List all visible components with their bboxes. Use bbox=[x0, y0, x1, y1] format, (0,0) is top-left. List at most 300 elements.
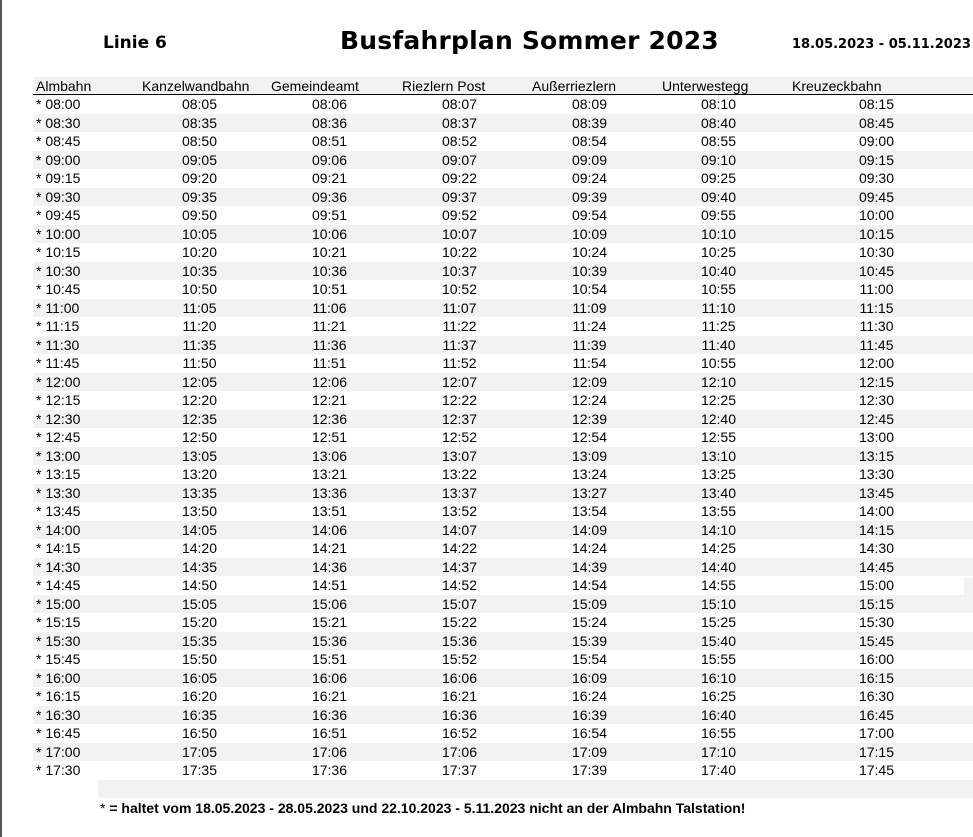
stop-time: 16:15 bbox=[858, 669, 895, 686]
departure-time: * 14:00 bbox=[36, 521, 81, 538]
stop-time: 13:15 bbox=[858, 447, 895, 464]
stop-time: 13:52 bbox=[441, 503, 478, 519]
column-header: Kreuzeckbahn bbox=[792, 78, 882, 94]
stop-time: 09:55 bbox=[700, 207, 737, 223]
column-header: Außerriezlern bbox=[532, 78, 617, 94]
stop-time: 13:40 bbox=[700, 484, 737, 501]
stop-time: 10:24 bbox=[571, 244, 608, 260]
stop-time: 16:50 bbox=[181, 725, 218, 741]
stop-time: 12:35 bbox=[181, 410, 218, 427]
stop-time: 16:51 bbox=[311, 725, 348, 741]
departure-time: * 12:45 bbox=[36, 429, 81, 445]
stop-time: 16:00 bbox=[858, 651, 895, 667]
stop-time: 12:51 bbox=[311, 429, 348, 445]
stop-time: 11:25 bbox=[701, 318, 736, 334]
stop-time: 09:45 bbox=[858, 188, 895, 205]
table-row bbox=[33, 95, 973, 114]
departure-time: * 11:15 bbox=[36, 318, 80, 334]
stop-time: 17:06 bbox=[311, 743, 348, 760]
table-row bbox=[33, 317, 973, 336]
stop-time: 09:09 bbox=[571, 151, 608, 168]
stop-time: 10:25 bbox=[700, 244, 737, 260]
stop-time: 10:20 bbox=[181, 244, 218, 260]
stop-time: 16:52 bbox=[441, 725, 478, 741]
stop-time: 12:45 bbox=[858, 410, 895, 427]
stop-time: 15:36 bbox=[311, 632, 348, 649]
stop-time: 09:10 bbox=[700, 151, 737, 168]
departure-time: * 10:45 bbox=[36, 281, 81, 297]
table-row bbox=[33, 761, 973, 780]
stop-time: 09:39 bbox=[571, 188, 608, 205]
stop-time: 12:22 bbox=[441, 392, 478, 408]
stop-time: 08:45 bbox=[858, 114, 895, 131]
table-row bbox=[33, 465, 973, 484]
departure-time: * 16:15 bbox=[36, 688, 81, 704]
stop-time: 09:20 bbox=[181, 170, 218, 186]
table-row bbox=[33, 243, 973, 262]
stop-time: 12:10 bbox=[700, 373, 737, 390]
stop-time: 15:25 bbox=[700, 614, 737, 630]
table-row bbox=[33, 687, 973, 706]
departure-time: * 09:00 bbox=[36, 151, 81, 168]
stop-time: 16:09 bbox=[571, 669, 608, 686]
stop-time: 12:21 bbox=[311, 392, 348, 408]
departure-time: * 13:30 bbox=[36, 484, 81, 501]
stop-time: 14:54 bbox=[571, 577, 608, 593]
stop-time: 15:10 bbox=[700, 595, 737, 612]
stop-time: 13:10 bbox=[700, 447, 737, 464]
stop-time: 15:06 bbox=[311, 595, 348, 612]
stop-time: 13:30 bbox=[858, 466, 895, 482]
table-row bbox=[33, 299, 973, 318]
departure-time: * 08:00 bbox=[36, 96, 81, 112]
stop-time: 14:20 bbox=[181, 540, 218, 556]
stop-time: 15:55 bbox=[700, 651, 737, 667]
table-row bbox=[33, 613, 973, 632]
stop-time: 17:15 bbox=[858, 743, 895, 760]
departure-time: * 16:30 bbox=[36, 706, 81, 723]
stop-time: 14:45 bbox=[858, 558, 895, 575]
stop-time: 10:36 bbox=[311, 262, 348, 279]
stop-time: 10:05 bbox=[181, 225, 218, 242]
stop-time: 13:54 bbox=[571, 503, 608, 519]
table-row bbox=[33, 576, 973, 595]
stop-time: 16:54 bbox=[571, 725, 608, 741]
stop-time: 15:00 bbox=[858, 577, 895, 593]
stop-time: 11:07 bbox=[442, 299, 477, 316]
empty-table-row bbox=[98, 780, 973, 798]
stop-time: 09:05 bbox=[181, 151, 218, 168]
stop-time: 13:24 bbox=[571, 466, 608, 482]
stop-time: 14:36 bbox=[311, 558, 348, 575]
stop-time: 15:40 bbox=[700, 632, 737, 649]
stop-time: 08:50 bbox=[181, 133, 218, 149]
stop-time: 09:30 bbox=[858, 170, 895, 186]
stop-time: 14:05 bbox=[181, 521, 218, 538]
stop-time: 14:39 bbox=[571, 558, 608, 575]
table-row bbox=[33, 280, 973, 299]
table-row bbox=[33, 595, 973, 614]
stop-time: 16:35 bbox=[181, 706, 218, 723]
stop-time: 11:45 bbox=[859, 336, 894, 353]
stop-time: 11:10 bbox=[701, 299, 736, 316]
stop-time: 14:35 bbox=[181, 558, 218, 575]
stop-time: 09:36 bbox=[311, 188, 348, 205]
stop-time: 13:27 bbox=[571, 484, 608, 501]
stop-time: 11:35 bbox=[182, 336, 217, 353]
departure-time: * 10:30 bbox=[36, 262, 81, 279]
stop-time: 08:39 bbox=[571, 114, 608, 131]
stop-time: 12:20 bbox=[181, 392, 218, 408]
stop-time: 17:05 bbox=[181, 743, 218, 760]
stop-time: 09:40 bbox=[700, 188, 737, 205]
stop-time: 13:20 bbox=[181, 466, 218, 482]
column-header: Riezlern Post bbox=[402, 78, 486, 94]
stop-time: 11:09 bbox=[572, 299, 607, 316]
page-title: Busfahrplan Sommer 2023 bbox=[340, 26, 719, 55]
stop-time: 16:40 bbox=[700, 706, 737, 723]
stop-time: 10:00 bbox=[858, 207, 895, 223]
stop-time: 10:22 bbox=[441, 244, 478, 260]
stop-time: 11:54 bbox=[572, 355, 607, 371]
stop-time: 08:10 bbox=[700, 96, 737, 112]
stop-time: 11:37 bbox=[442, 336, 477, 353]
stop-time: 15:24 bbox=[571, 614, 608, 630]
stop-time: 09:25 bbox=[700, 170, 737, 186]
stop-time: 08:52 bbox=[441, 133, 478, 149]
stop-time: 08:37 bbox=[441, 114, 478, 131]
stop-time: 10:30 bbox=[858, 244, 895, 260]
stop-time: 12:09 bbox=[571, 373, 608, 390]
stop-time: 11:05 bbox=[182, 299, 217, 316]
departure-time: * 14:30 bbox=[36, 558, 81, 575]
stop-time: 15:05 bbox=[181, 595, 218, 612]
stop-time: 10:21 bbox=[311, 244, 348, 260]
stop-time: 17:39 bbox=[571, 762, 608, 778]
stop-time: 10:39 bbox=[571, 262, 608, 279]
stop-time: 09:07 bbox=[441, 151, 478, 168]
timetable-body bbox=[33, 95, 973, 780]
stop-time: 09:54 bbox=[571, 207, 608, 223]
stop-time: 13:55 bbox=[700, 503, 737, 519]
stop-time: 11:15 bbox=[859, 299, 894, 316]
stop-time: 10:09 bbox=[571, 225, 608, 242]
stop-time: 16:36 bbox=[311, 706, 348, 723]
table-row bbox=[33, 132, 973, 151]
stop-time: 08:06 bbox=[311, 96, 348, 112]
stop-time: 09:37 bbox=[441, 188, 478, 205]
stop-time: 08:05 bbox=[181, 96, 218, 112]
stop-time: 14:51 bbox=[311, 577, 348, 593]
stop-time: 13:07 bbox=[441, 447, 478, 464]
stop-time: 14:07 bbox=[441, 521, 478, 538]
stop-time: 16:55 bbox=[700, 725, 737, 741]
stop-time: 10:50 bbox=[181, 281, 218, 297]
table-row bbox=[33, 447, 973, 466]
stop-time: 14:00 bbox=[858, 503, 895, 519]
stop-time: 08:51 bbox=[311, 133, 348, 149]
stop-time: 13:21 bbox=[311, 466, 348, 482]
stop-time: 15:30 bbox=[858, 614, 895, 630]
stop-time: 13:45 bbox=[858, 484, 895, 501]
stop-time: 14:09 bbox=[571, 521, 608, 538]
table-row bbox=[33, 188, 973, 207]
stop-time: 12:25 bbox=[700, 392, 737, 408]
column-header: Almbahn bbox=[36, 78, 92, 94]
stop-time: 12:30 bbox=[858, 392, 895, 408]
table-row bbox=[33, 650, 973, 669]
stop-time: 16:25 bbox=[700, 688, 737, 704]
stop-time: 14:50 bbox=[181, 577, 218, 593]
table-row bbox=[33, 484, 973, 503]
stop-time: 11:50 bbox=[182, 355, 217, 371]
table-row bbox=[33, 262, 973, 281]
departure-time: * 12:15 bbox=[36, 392, 81, 408]
stop-time: 16:36 bbox=[441, 706, 478, 723]
stop-time: 14:22 bbox=[441, 540, 478, 556]
stop-time: 16:06 bbox=[311, 669, 348, 686]
stop-time: 12:50 bbox=[181, 429, 218, 445]
table-row bbox=[33, 743, 973, 762]
stop-time: 17:00 bbox=[858, 725, 895, 741]
stop-time: 16:20 bbox=[181, 688, 218, 704]
stop-time: 11:20 bbox=[182, 318, 217, 334]
stop-time: 16:39 bbox=[571, 706, 608, 723]
departure-time: * 11:30 bbox=[36, 336, 80, 353]
stop-time: 17:40 bbox=[700, 762, 737, 778]
table-row bbox=[33, 169, 973, 188]
stop-time: 15:52 bbox=[441, 651, 478, 667]
stop-time: 10:45 bbox=[858, 262, 895, 279]
stop-time: 16:06 bbox=[441, 669, 478, 686]
stop-time: 10:54 bbox=[571, 281, 608, 297]
stop-time: 10:07 bbox=[441, 225, 478, 242]
stop-time: 15:36 bbox=[441, 632, 478, 649]
stop-time: 12:05 bbox=[181, 373, 218, 390]
stop-time: 15:35 bbox=[181, 632, 218, 649]
stop-time: 14:21 bbox=[311, 540, 348, 556]
stop-time: 13:51 bbox=[311, 503, 348, 519]
stop-time: 16:30 bbox=[858, 688, 895, 704]
stop-time: 11:22 bbox=[442, 318, 477, 334]
stop-time: 15:15 bbox=[858, 595, 895, 612]
stop-time: 10:52 bbox=[441, 281, 478, 297]
stop-time: 14:55 bbox=[700, 577, 737, 593]
stop-time: 15:39 bbox=[571, 632, 608, 649]
stop-time: 14:24 bbox=[571, 540, 608, 556]
stop-time: 13:00 bbox=[858, 429, 895, 445]
stop-time: 16:10 bbox=[700, 669, 737, 686]
stop-time: 11:40 bbox=[701, 336, 736, 353]
stop-time: 17:37 bbox=[441, 762, 478, 778]
stop-time: 09:15 bbox=[858, 151, 895, 168]
table-row bbox=[33, 706, 973, 725]
stop-time: 08:40 bbox=[700, 114, 737, 131]
stop-time: 12:40 bbox=[700, 410, 737, 427]
stop-time: 12:07 bbox=[441, 373, 478, 390]
line-number: Linie 6 bbox=[103, 33, 167, 53]
stop-time: 13:37 bbox=[441, 484, 478, 501]
departure-time: * 15:45 bbox=[36, 651, 81, 667]
stop-time: 14:52 bbox=[441, 577, 478, 593]
stop-time: 15:20 bbox=[181, 614, 218, 630]
stop-time: 11:00 bbox=[859, 281, 894, 297]
stop-time: 09:52 bbox=[441, 207, 478, 223]
stop-time: 08:55 bbox=[700, 133, 737, 149]
departure-time: * 14:45 bbox=[36, 577, 81, 593]
stop-time: 08:35 bbox=[181, 114, 218, 131]
stop-time: 15:22 bbox=[441, 614, 478, 630]
table-row bbox=[33, 391, 973, 410]
departure-time: * 17:00 bbox=[36, 743, 81, 760]
table-row bbox=[33, 225, 973, 244]
departure-time: * 16:45 bbox=[36, 725, 81, 741]
departure-time: * 12:30 bbox=[36, 410, 81, 427]
stop-time: 08:15 bbox=[858, 96, 895, 112]
stop-time: 10:40 bbox=[700, 262, 737, 279]
column-header: Unterwestegg bbox=[662, 78, 749, 94]
table-row bbox=[33, 521, 973, 540]
stop-time: 11:51 bbox=[312, 355, 347, 371]
date-range: 18.05.2023 - 05.11.2023 bbox=[792, 37, 971, 52]
departure-time: * 11:00 bbox=[36, 299, 80, 316]
departure-time: * 09:45 bbox=[36, 207, 81, 223]
departure-time: * 09:15 bbox=[36, 170, 81, 186]
stop-time: 14:10 bbox=[700, 521, 737, 538]
stop-time: 08:54 bbox=[571, 133, 608, 149]
stop-time: 17:36 bbox=[311, 762, 348, 778]
stop-time: 14:25 bbox=[700, 540, 737, 556]
stop-time: 16:21 bbox=[441, 688, 478, 704]
stop-time: 14:40 bbox=[700, 558, 737, 575]
table-row bbox=[33, 114, 973, 133]
stop-time: 12:36 bbox=[311, 410, 348, 427]
departure-time: * 16:00 bbox=[36, 669, 81, 686]
table-row bbox=[33, 206, 973, 225]
stop-time: 14:15 bbox=[858, 521, 895, 538]
stop-time: 10:55 bbox=[700, 355, 737, 371]
stop-time: 17:06 bbox=[441, 743, 478, 760]
stop-time: 15:54 bbox=[571, 651, 608, 667]
stop-time: 12:54 bbox=[571, 429, 608, 445]
stop-time: 14:37 bbox=[441, 558, 478, 575]
stop-time: 09:35 bbox=[181, 188, 218, 205]
stop-time: 15:45 bbox=[858, 632, 895, 649]
stop-time: 15:21 bbox=[311, 614, 348, 630]
departure-time: * 10:00 bbox=[36, 225, 81, 242]
stop-time: 12:15 bbox=[858, 373, 895, 390]
departure-time: * 15:15 bbox=[36, 614, 81, 630]
stop-time: 09:50 bbox=[181, 207, 218, 223]
stop-time: 10:37 bbox=[441, 262, 478, 279]
stop-time: 14:06 bbox=[311, 521, 348, 538]
stop-time: 13:05 bbox=[181, 447, 218, 464]
stop-time: 12:37 bbox=[441, 410, 478, 427]
stop-time: 12:00 bbox=[858, 355, 895, 371]
stop-time: 14:30 bbox=[858, 540, 895, 556]
stop-time: 09:21 bbox=[311, 170, 348, 186]
stop-time: 17:35 bbox=[181, 762, 218, 778]
stop-time: 11:52 bbox=[442, 355, 477, 371]
stop-time: 08:07 bbox=[441, 96, 478, 112]
stop-time: 13:22 bbox=[441, 466, 478, 482]
departure-time: * 08:45 bbox=[36, 133, 81, 149]
departure-time: * 15:00 bbox=[36, 595, 81, 612]
stop-time: 15:07 bbox=[441, 595, 478, 612]
stop-time: 13:25 bbox=[700, 466, 737, 482]
page-left-border bbox=[0, 0, 2, 837]
stop-time: 13:36 bbox=[311, 484, 348, 501]
stop-time: 09:24 bbox=[571, 170, 608, 186]
stop-time: 15:50 bbox=[181, 651, 218, 667]
stop-time: 08:36 bbox=[311, 114, 348, 131]
stop-time: 16:45 bbox=[858, 706, 895, 723]
footnote-asterisk: * bbox=[100, 800, 106, 816]
departure-time: * 13:45 bbox=[36, 503, 81, 519]
stop-time: 09:22 bbox=[441, 170, 478, 186]
table-row bbox=[33, 151, 973, 170]
stop-time: 17:09 bbox=[571, 743, 608, 760]
timetable bbox=[33, 77, 973, 780]
stop-time: 12:24 bbox=[571, 392, 608, 408]
stray-cell-shading bbox=[964, 578, 973, 596]
stop-time: 12:39 bbox=[571, 410, 608, 427]
departure-time: * 09:30 bbox=[36, 188, 81, 205]
departure-time: * 17:30 bbox=[36, 762, 81, 778]
timetable-header-row bbox=[33, 77, 973, 95]
table-row bbox=[33, 354, 973, 373]
stop-time: 09:06 bbox=[311, 151, 348, 168]
table-row bbox=[33, 669, 973, 688]
table-row bbox=[33, 336, 973, 355]
stop-time: 11:39 bbox=[572, 336, 607, 353]
table-row bbox=[33, 632, 973, 651]
stop-time: 12:55 bbox=[700, 429, 737, 445]
departure-time: * 13:15 bbox=[36, 466, 81, 482]
table-row bbox=[33, 373, 973, 392]
column-header: Kanzelwandbahn bbox=[142, 78, 250, 94]
table-row bbox=[33, 502, 973, 521]
stop-time: 13:09 bbox=[571, 447, 608, 464]
stop-time: 17:45 bbox=[858, 762, 895, 778]
table-row bbox=[33, 558, 973, 577]
stop-time: 12:52 bbox=[441, 429, 478, 445]
stop-time: 10:51 bbox=[311, 281, 348, 297]
table-row bbox=[33, 539, 973, 558]
footnote bbox=[100, 800, 745, 816]
stop-time: 10:06 bbox=[311, 225, 348, 242]
departure-time: * 10:15 bbox=[36, 244, 81, 260]
stop-time: 08:09 bbox=[571, 96, 608, 112]
stop-time: 11:24 bbox=[572, 318, 607, 334]
column-header: Gemeindeamt bbox=[271, 78, 359, 94]
departure-time: * 14:15 bbox=[36, 540, 81, 556]
departure-time: * 13:00 bbox=[36, 447, 81, 464]
stop-time: 16:24 bbox=[571, 688, 608, 704]
stop-time: 10:55 bbox=[700, 281, 737, 297]
stop-time: 09:00 bbox=[858, 133, 895, 149]
stop-time: 15:09 bbox=[571, 595, 608, 612]
stop-time: 17:10 bbox=[700, 743, 737, 760]
stop-time: 13:50 bbox=[181, 503, 218, 519]
departure-time: * 08:30 bbox=[36, 114, 81, 131]
stop-time: 15:51 bbox=[311, 651, 348, 667]
stop-time: 10:10 bbox=[700, 225, 737, 242]
table-row bbox=[33, 410, 973, 429]
stop-time: 11:21 bbox=[312, 318, 347, 334]
stop-time: 10:15 bbox=[858, 225, 895, 242]
table-row bbox=[33, 428, 973, 447]
